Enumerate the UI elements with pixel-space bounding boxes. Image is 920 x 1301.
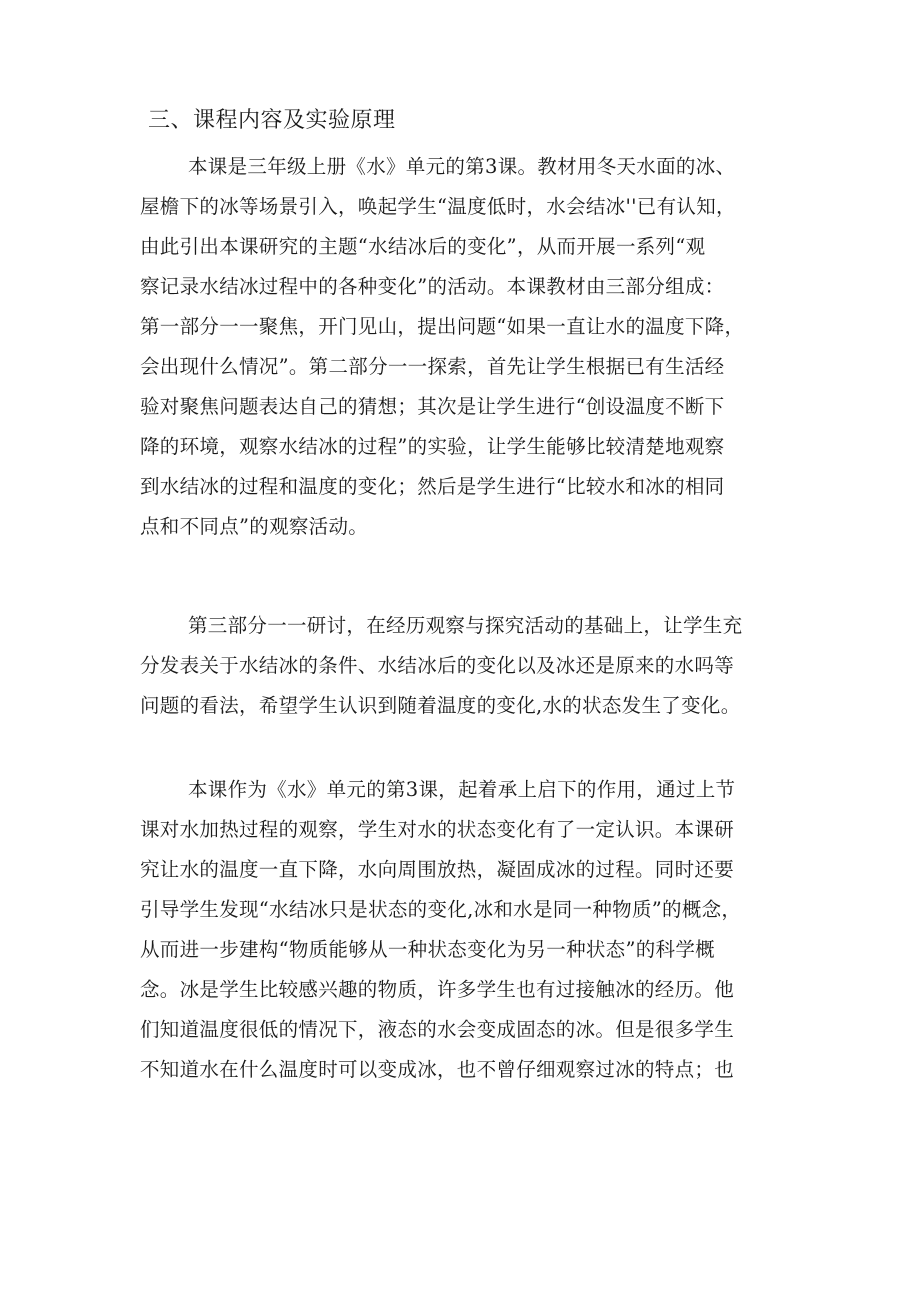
text-line: 到水结冰的过程和温度的变化；然后是学生进行“比较水和冰的相同 — [140, 475, 725, 498]
text-line: 分发表关于水结冰的条件、水结冰后的变化以及冰还是原来的水吗等 — [140, 654, 735, 677]
text-line: 降的环境，观察水结冰的过程”的实验，让学生能够比较清楚地观察 — [140, 435, 725, 458]
text-line: 点和不同点”的观察活动。 — [140, 515, 369, 538]
text-line: 验对聚焦问题表达自己的猜想；其次是让学生进行“创设温度不断下 — [140, 395, 725, 418]
paragraph-1 — [140, 147, 800, 547]
text-line: 屋檐下的冰等场景引入，唤起学生“温度低时，水会结冰''已有认知， — [140, 195, 736, 218]
text-line: 会出现什么情况”。第二部分一一探索，首先让学生根据已有生活经 — [140, 355, 725, 378]
text-line: 引导学生发现“水结冰只是状态的变化,冰和水是同一种物质”的概念， — [140, 898, 742, 921]
text-line: 本课是三年级上册《水》单元的第3课。教材用冬天水面的冰、 — [188, 155, 736, 178]
text-line: 问题的看法，希望学生认识到随着温度的变化,水的状态发生了变化。 — [140, 694, 741, 717]
text-line: 们知道温度很低的情况下，液态的水会变成固态的冰。但是很多学生 — [140, 1018, 735, 1041]
section-heading: 三、课程内容及实验原理 — [148, 108, 396, 133]
text-line: 第三部分一一研讨，在经历观察与探究活动的基础上，让学生充 — [188, 614, 743, 637]
text-line: 第一部分一一聚焦，开门见山，提出问题“如果一直让水的温度下降， — [140, 315, 745, 338]
text-line: 察记录水结冰过程中的各种变化”的活动。本课教材由三部分组成： — [140, 275, 725, 298]
text-line: 究让水的温度一直下降，水向周围放热，凝固成冰的过程。同时还要 — [140, 858, 735, 881]
text-line: 课对水加热过程的观察，学生对水的状态变化有了一定认识。本课研 — [140, 818, 735, 841]
paragraph-2 — [140, 606, 800, 726]
text-line: 从而进一步建构“物质能够从一种状态变化为另一种状态”的科学概 — [140, 938, 715, 961]
text-line: 本课作为《水》单元的第3课，起着承上启下的作用，通过上节 — [188, 778, 736, 801]
paragraph-3 — [140, 770, 800, 1090]
text-line: 不知道水在什么温度时可以变成冰，也不曾仔细观察过冰的特点；也 — [140, 1058, 735, 1081]
text-line: 念。冰是学生比较感兴趣的物质，许多学生也有过接触冰的经历。他 — [140, 978, 735, 1001]
text-line: 由此引出本课研究的主题“水结冰后的变化”，从而开展一系列“观 — [140, 235, 706, 258]
